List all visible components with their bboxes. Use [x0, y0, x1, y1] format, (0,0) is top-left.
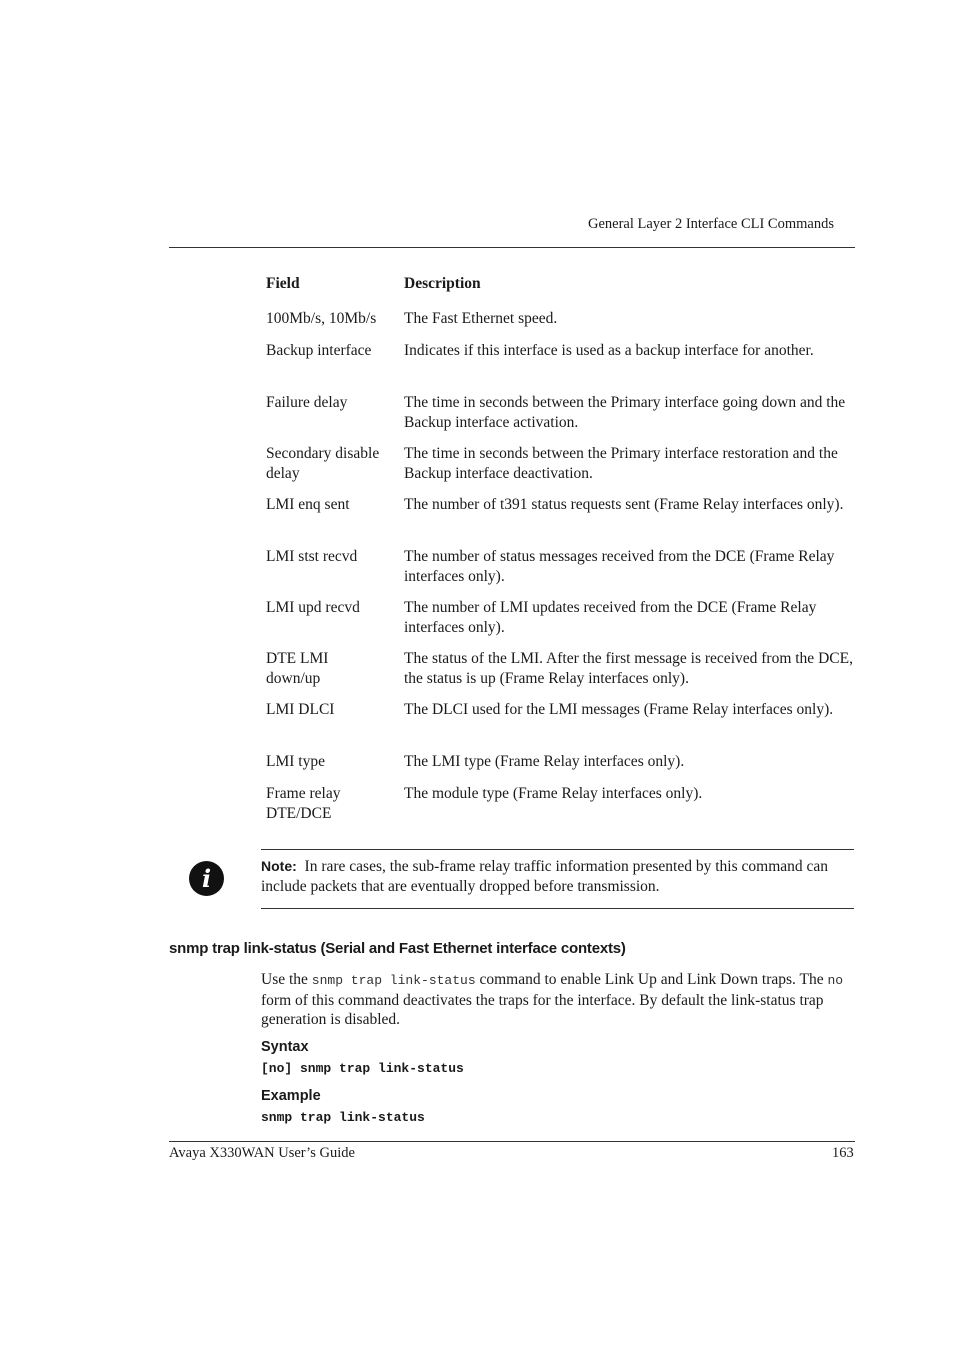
running-header: General Layer 2 Interface CLI Commands	[588, 216, 834, 232]
description-cell: The number of t391 status requests sent (Frame Relay interfaces only).	[404, 496, 844, 513]
description-paragraph	[261, 970, 855, 1030]
syntax-label: Syntax	[261, 1038, 309, 1055]
field-cell: Backup interface	[266, 342, 372, 359]
footer-title: Avaya X330WAN User’s Guide	[169, 1145, 355, 1161]
description-cell: The time in seconds between the Primary interface going down and the Backup interface activation.	[404, 394, 846, 431]
description-cell: The number of LMI updates received from the DCE (Frame Relay interfaces only).	[404, 599, 817, 636]
note-body: In rare cases, the sub-frame relay traffic information presented by this command can include packets that are eventually dropped before transmission.	[261, 858, 829, 895]
field-cell: 100Mb/s, 10Mb/s	[266, 310, 377, 327]
inline-code-command: snmp trap link-status	[311, 973, 476, 988]
description-cell: The module type (Frame Relay interfaces only).	[404, 785, 703, 802]
description-cell: Indicates if this interface is used as a backup interface for another.	[404, 342, 814, 359]
inline-code-no: no	[827, 973, 844, 988]
note-label: Note:	[261, 858, 297, 874]
para-text: form of this command deactivates the traps for the interface. By default the link-status trap generation is disabled.	[261, 991, 824, 1028]
field-cell: LMI upd recvd	[266, 599, 360, 616]
note-text	[261, 856, 851, 897]
section-heading: snmp trap link-status (Serial and Fast Ethernet interface contexts)	[169, 940, 626, 957]
field-cell: Failure delay	[266, 394, 348, 411]
field-cell: LMI DLCI	[266, 701, 335, 718]
column-header-field: Field	[266, 275, 300, 292]
description-cell: The DLCI used for the LMI messages (Frame Relay interfaces only).	[404, 701, 834, 718]
field-cell: Frame relay DTE/DCE	[266, 785, 341, 822]
page-number: 163	[832, 1145, 854, 1161]
description-cell: The number of status messages received from the DCE (Frame Relay interfaces only).	[404, 548, 835, 585]
para-text: command to enable Link Up and Link Down traps. The	[475, 971, 828, 988]
column-header-description: Description	[404, 275, 481, 292]
description-cell: The Fast Ethernet speed.	[404, 310, 558, 327]
description-cell: The LMI type (Frame Relay interfaces only).	[404, 753, 685, 770]
footer-rule	[169, 1141, 855, 1142]
para-text: Use the	[261, 971, 312, 988]
description-cell: The status of the LMI. After the first message is received from the DCE, the status is up (Frame Relay interfaces only).	[404, 650, 853, 687]
description-cell: The time in seconds between the Primary interface restoration and the Backup interface deactivation.	[404, 445, 838, 482]
example-code: snmp trap link-status	[261, 1110, 425, 1125]
field-cell: LMI stst recvd	[266, 548, 358, 565]
field-cell: DTE LMI down/up	[266, 650, 329, 687]
field-cell: LMI type	[266, 753, 325, 770]
section-body	[261, 970, 855, 1128]
header-rule	[169, 247, 855, 248]
field-cell: Secondary disable delay	[266, 445, 380, 482]
info-icon: i	[189, 861, 224, 896]
field-cell: LMI enq sent	[266, 496, 350, 513]
syntax-code: [no] snmp trap link-status	[261, 1061, 464, 1076]
example-label: Example	[261, 1087, 321, 1104]
